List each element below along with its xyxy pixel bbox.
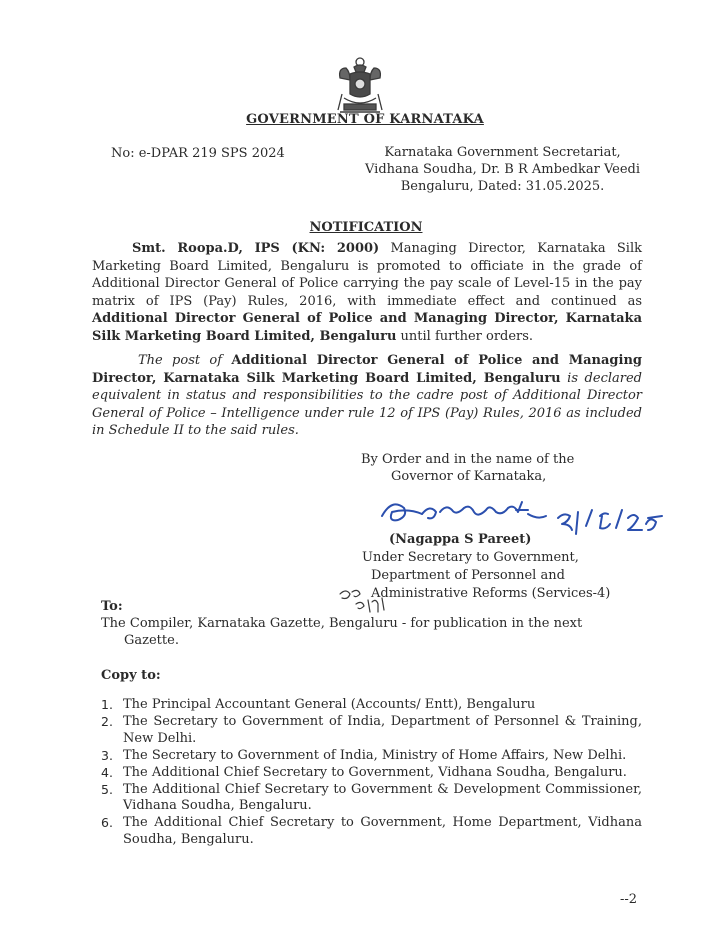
signatory-block	[361, 531, 610, 603]
address-line: Vidhana Soudha, Dr. B R Ambedkar Veedi	[365, 162, 640, 177]
copy-to-list	[101, 697, 642, 849]
list-text: The Secretary to Government of India, Department of Personnel & Training, New Delhi.	[123, 713, 642, 746]
to-label: To:	[101, 599, 123, 614]
handwritten-initials	[336, 586, 396, 616]
list-item	[101, 748, 642, 765]
post-title: Additional Director General of Police and Managing Director, Karnataka Silk Marketing Board Limited, Bengaluru	[92, 353, 642, 386]
list-number: 1.	[101, 697, 113, 712]
list-number: 3.	[101, 747, 113, 763]
recipient-entry	[101, 615, 642, 649]
paragraph-text: until further orders.	[396, 328, 534, 344]
list-item	[101, 815, 642, 848]
officer-name: Smt. Roopa.D, IPS (KN: 2000)	[132, 241, 380, 256]
recipient-text-continued: Gazette.	[124, 633, 179, 648]
list-number: 5.	[101, 781, 113, 797]
list-text: The Additional Chief Secretary to Government, Vidhana Soudha, Bengaluru.	[123, 764, 627, 780]
copy-to-label: Copy to:	[101, 668, 161, 683]
notification-paragraph-2	[92, 352, 642, 440]
karnataka-state-emblem-icon	[332, 54, 388, 116]
list-item	[101, 697, 642, 714]
list-number: 2.	[101, 713, 113, 729]
paragraph-text: is declared equivalent in status and responsibilities to the cadre post of Additional Director General of Police – Intelligence under rule 12 of IPS (Pay) Rules, 2016 as included in Schedule II to the said rules.	[92, 370, 642, 438]
reference-number: No: e-DPAR 219 SPS 2024	[111, 146, 285, 161]
address-line: Karnataka Government Secretariat,	[384, 145, 621, 160]
address-date-line: Bengaluru, Dated: 31.05.2025.	[400, 179, 605, 194]
order-line: Governor of Karnataka,	[391, 469, 547, 484]
list-item	[101, 714, 642, 747]
signatory-department: Department of Personnel and	[371, 568, 565, 583]
list-item	[101, 782, 642, 815]
paragraph-text: Managing Director, Karnataka Silk Marketing Board Limited, Bengaluru is promoted to officiate in the grade of Additional Director General of Police carrying the pay scale of Level-15 in the pay matrix of IPS (Pay) Rules, 2016, with immediate effect and continued as	[92, 241, 642, 309]
list-text: The Principal Accountant General (Accounts/ Entt), Bengaluru	[123, 697, 536, 712]
notification-paragraph-1	[92, 240, 642, 345]
order-clause	[361, 451, 574, 485]
signatory-designation: Under Secretary to Government,	[362, 550, 579, 565]
next-page-marker: --2	[620, 892, 638, 907]
notification-title: NOTIFICATION	[309, 220, 423, 235]
list-text: The Secretary to Government of India, Ministry of Home Affairs, New Delhi.	[123, 747, 627, 763]
paragraph-text: The post of	[138, 353, 232, 368]
secretariat-address	[365, 144, 640, 195]
post-title: Additional Director General of Police and Managing Director, Karnataka Silk Marketing Board Limited, Bengaluru	[92, 311, 642, 344]
list-number: 6.	[101, 815, 113, 831]
government-heading: GOVERNMENT OF KARNATAKA	[246, 112, 484, 127]
list-item	[101, 765, 642, 782]
order-line: By Order and in the name of the	[361, 452, 575, 467]
list-text: The Additional Chief Secretary to Government, Home Department, Vidhana Soudha, Bengaluru.	[123, 815, 642, 847]
signatory-section: Administrative Reforms (Services-4)	[371, 586, 611, 601]
list-text: The Additional Chief Secretary to Government & Development Commissioner, Vidhana Soudha, Bengaluru.	[123, 781, 642, 814]
list-number: 4.	[101, 764, 113, 780]
recipient-text: The Compiler, Karnataka Gazette, Bengaluru - for publication in the next	[101, 616, 583, 631]
signatory-name: (Nagappa S Pareet)	[389, 532, 532, 547]
